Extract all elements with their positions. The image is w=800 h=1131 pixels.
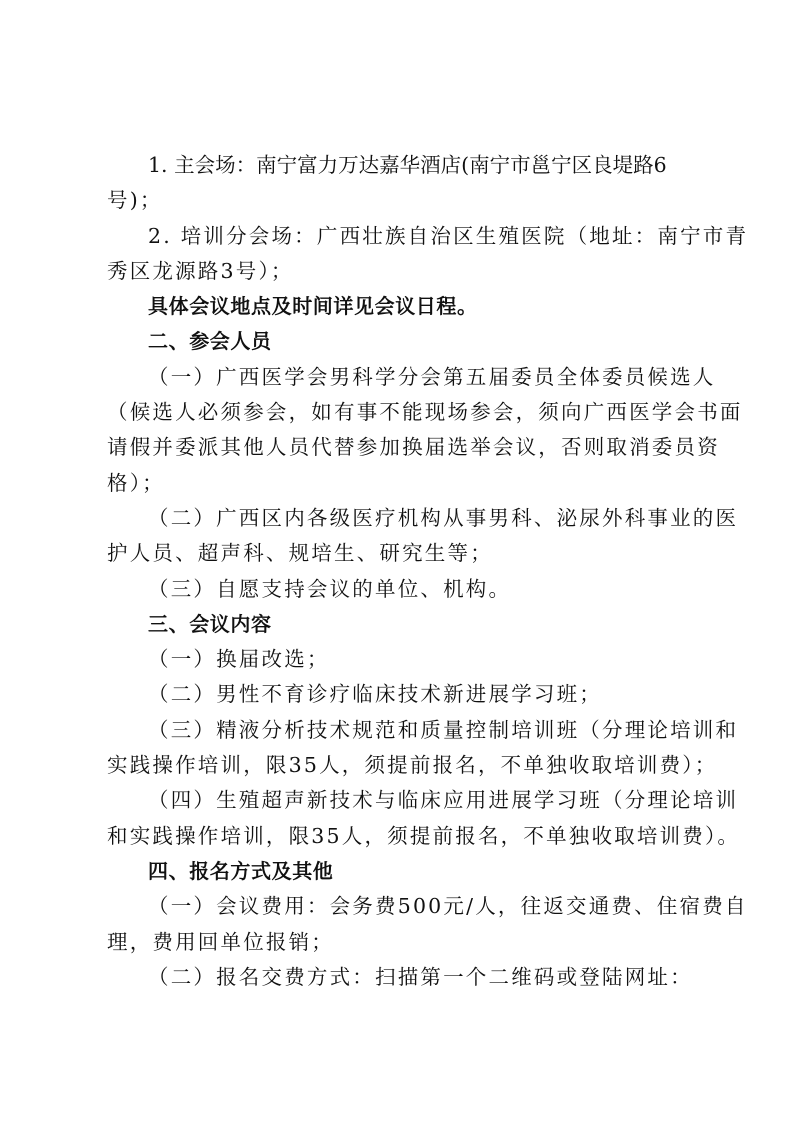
line-text: 二、参会人员: [148, 329, 272, 354]
attendees-item-1-line-3: [107, 430, 720, 465]
attendees-item-3: [107, 572, 699, 607]
line-text: 号)；: [107, 188, 163, 213]
line-text: （候选人必须参会，如有事不能现场参会，须向广西医学会书面: [107, 400, 743, 425]
line-text: 和实践操作培训，限35人，须提前报名，不单独收取培训费）。: [107, 823, 741, 848]
line-text: 格）；: [107, 470, 165, 495]
venue-training-line-2: [107, 254, 699, 289]
content-item-3-line-1: [107, 713, 739, 748]
attendees-item-1-line-1: [107, 360, 716, 395]
line-text: （二）广西区内各级医疗机构从事男科、泌尿外科事业的医: [148, 505, 739, 530]
line-text: （二）男性不育诊疗临床技术新进展学习班；: [148, 682, 602, 707]
line-text: 具体会议地点及时间详见会议日程。: [148, 294, 478, 319]
registration-item-2: [107, 960, 699, 995]
section-heading-attendees: [107, 324, 699, 359]
line-text: 请假并委派其他人员代替参加换届选举会议，否则取消委员资: [107, 435, 720, 460]
line-text: 1. 主会场：南宁富力万达嘉华酒店(南宁市邕宁区良堤路6: [148, 153, 667, 177]
attendees-item-2-line-1: [107, 501, 739, 536]
line-text: （二）报名交费方式：扫描第一个二维码或登陆网址：: [148, 964, 693, 989]
content-item-3-line-2: [107, 748, 718, 783]
attendees-item-2-line-2: [107, 536, 699, 571]
attendees-item-1-line-2: [107, 395, 743, 430]
attendees-item-1-line-4: [107, 466, 699, 501]
line-text: 护人员、超声科、规培生、研究生等；: [107, 541, 493, 566]
content-item-4-line-1: [107, 783, 739, 818]
registration-item-1-line-1: [107, 889, 748, 924]
line-text: 三、会议内容: [148, 611, 272, 636]
venue-main-line-1: [107, 148, 699, 183]
line-text: （四）生殖超声新技术与临床应用进展学习班（分理论培训: [148, 788, 739, 813]
line-text: 秀区龙源路3号）；: [107, 258, 294, 283]
line-text: （三）自愿支持会议的单位、机构。: [148, 576, 512, 601]
section-heading-content: [107, 607, 699, 642]
line-text: 2. 培训分会场：广西壮族自治区生殖医院（地址：南宁市青: [148, 223, 749, 248]
venue-main-line-2: [107, 183, 699, 218]
registration-item-1-line-2: [107, 925, 699, 960]
line-text: （一）广西医学会男科学分会第五届委员全体委员候选人: [148, 364, 716, 389]
content-item-4-line-2: [107, 819, 741, 854]
line-text: 四、报名方式及其他: [148, 858, 334, 883]
line-text: 实践操作培训，限35人，须提前报名，不单独收取培训费）；: [107, 753, 718, 778]
section-heading-registration: [107, 854, 699, 889]
line-text: 理，费用回单位报销；: [107, 929, 334, 954]
line-text: （一）换届改选；: [148, 647, 330, 672]
schedule-note: [107, 289, 699, 324]
content-item-1: [107, 642, 699, 677]
line-text: （一）会议费用：会务费500元/人，往返交通费、住宿费自: [148, 894, 748, 919]
venue-training-line-1: [107, 219, 749, 254]
line-text: （三）精液分析技术规范和质量控制培训班（分理论培训和: [148, 717, 739, 742]
content-item-2: [107, 677, 699, 712]
document-page: [107, 148, 749, 995]
